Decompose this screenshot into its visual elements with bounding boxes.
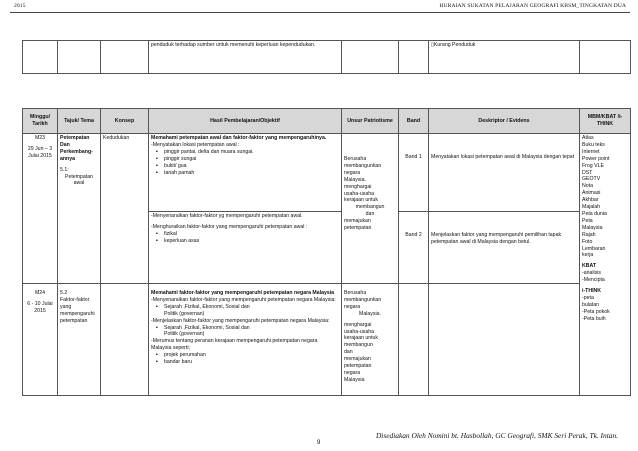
bullet-list <box>151 231 339 245</box>
header-topic: Tajuk/ Tema <box>58 109 101 134</box>
concept-cell: Kedudukan <box>101 134 149 284</box>
header-band: Band <box>399 109 429 134</box>
descriptor-cell: Menyatakan lokasi petempatan awal di Malaysia dengan tepat <box>429 134 580 212</box>
band-cell: Band 1 <box>399 134 429 212</box>
header-concept: Konsep <box>101 109 149 134</box>
patriotism-cell: Berusaha membangunkan negara Malaysia. menghargai usaha-usaha kerajaan untuk membangun dan memajukan petempatan negara Malaysia <box>342 284 399 396</box>
descriptor-cell: ▯Kurang Penduduk <box>429 41 580 74</box>
week-cell: M23 29 Jun – 3 Julai 2015 <box>23 134 58 284</box>
band-cell <box>399 284 429 396</box>
objective-cell: -Menyenaraikan faktor-faktor yg mempengaruhi petempatan awal. -Menghuraikan faktor-faktor yang mempengaruhi petempatan awal : ▪ fizikal ▪ keperluan asas <box>149 212 342 284</box>
list-item: ▪ projek perumahan <box>151 352 339 359</box>
week-cell: M24 6 - 10 Julai 2015 <box>23 284 58 396</box>
table-row <box>23 284 631 396</box>
bullet-list <box>151 304 339 311</box>
list-item: ▪ pinggir sungai <box>151 156 339 163</box>
topic-cell: Petempatan Dan Perkembang-annya 5.1: Petempatan awal <box>58 134 101 284</box>
bullet-list <box>151 325 339 332</box>
header-descriptor: Deskriptor / Evidens <box>429 109 580 134</box>
checkbox-icon: ▯ <box>431 42 434 48</box>
table-row <box>23 134 631 212</box>
footer-credit: Disediakan Oleh Nomini bt. Hasbollah, GC Geografi, SMK Seri Perak, Tk. Intan. <box>375 431 618 440</box>
table-header-row <box>23 109 631 134</box>
patriotism-cell: Berusaha membangunkan negara Malaysia. menghargai usaha-usaha kerajaan untuk membangun dan memajukan petempatan <box>342 134 399 284</box>
header-divider <box>10 12 630 13</box>
band-cell: Band 2 <box>399 212 429 284</box>
objective-cell: Memahami faktor-faktor yang mempengaruhi petempatan negara Malaysia -Menyenaraikan faktor-faktor yang mempengaruhi petempatan negara Malaysia: ▪ Sejarah ,Fizikal, Ekonomi, Sosial dan Politik (governan) -Menjelaskan faktor-faktor yang mempengaruhi petempatan negara Malaysia: ▪ Sejarah ,Fizikal, Ekonomi, Sosial dan Politik (governan) -Merumus tentang peranan kerajaan mempengaruhi petempatan negara Malaysia seperti; ▪ projek perumahan ▪ bandar baru <box>149 284 342 396</box>
header-title: HURAIAN SUKATAN PELAJARAN GEOGRAFI KBSM_TINGKATAN DUA <box>439 3 626 9</box>
header-objectives: Hasil Pembelajaran/Objektif <box>149 109 342 134</box>
bullet-list <box>151 149 339 177</box>
list-item: ▪ tanah pamah <box>151 170 339 177</box>
bullet-list <box>151 352 339 366</box>
resources-cell: Atlas Buku teks Internet Power point Frog VLE DST GEOTV Nota Animasi Akhbar Majalah Peta dunia Peta Malaysia Rajah Foto Lembaran kerja KBAT -analisis -Mencipta i-THINK -peta bulatan -Peta pokok -Peta buih <box>580 134 631 396</box>
objective-cell: penduduk terhadap sumber untuk memenuhi keperluan kependudukan. <box>149 41 342 74</box>
list-item: ▪ pinggir pantai, delta dan muara sungai. <box>151 149 339 156</box>
list-item: ▪ Sejarah ,Fizikal, Ekonomi, Sosial dan <box>151 325 339 332</box>
list-item: ▪ fizikal <box>151 231 339 238</box>
header-patriotism: Unsur Patriotisme <box>342 109 399 134</box>
topic-cell: 5.2 Faktor-faktor yang mempengaruhi petempatan <box>58 284 101 396</box>
header-year: 2015 <box>14 3 26 9</box>
list-item: ▪ keperluan asas <box>151 238 339 245</box>
continuation-table <box>22 40 631 74</box>
header-week: Minggu/ Tarikh <box>23 109 58 134</box>
table-row <box>23 41 631 74</box>
list-item: ▪ bandar baru <box>151 359 339 366</box>
header-resources: MBM/KBAT /i-THINK <box>580 109 631 134</box>
descriptor-cell: Menjelaskan faktor yang mempengaruhi pemilihan tapak petempatan awal di Malaysia dengan betul. <box>429 212 580 284</box>
list-item: ▪ bukit/ gua <box>151 163 339 170</box>
concept-cell <box>101 284 149 396</box>
lesson-plan-table <box>22 108 631 396</box>
descriptor-cell <box>429 284 580 396</box>
list-item: ▪ Sejarah ,Fizikal, Ekonomi, Sosial dan <box>151 304 339 311</box>
objective-cell: Memahami petempatan awal dan faktor-faktor yang mempengaruhinya. -Menyatakan lokasi petempatan awal : ▪ pinggir pantai, delta dan muara sungai. ▪ pinggir sungai ▪ bukit/ gua ▪ tanah pamah <box>149 134 342 212</box>
page-number: 9 <box>317 440 321 446</box>
